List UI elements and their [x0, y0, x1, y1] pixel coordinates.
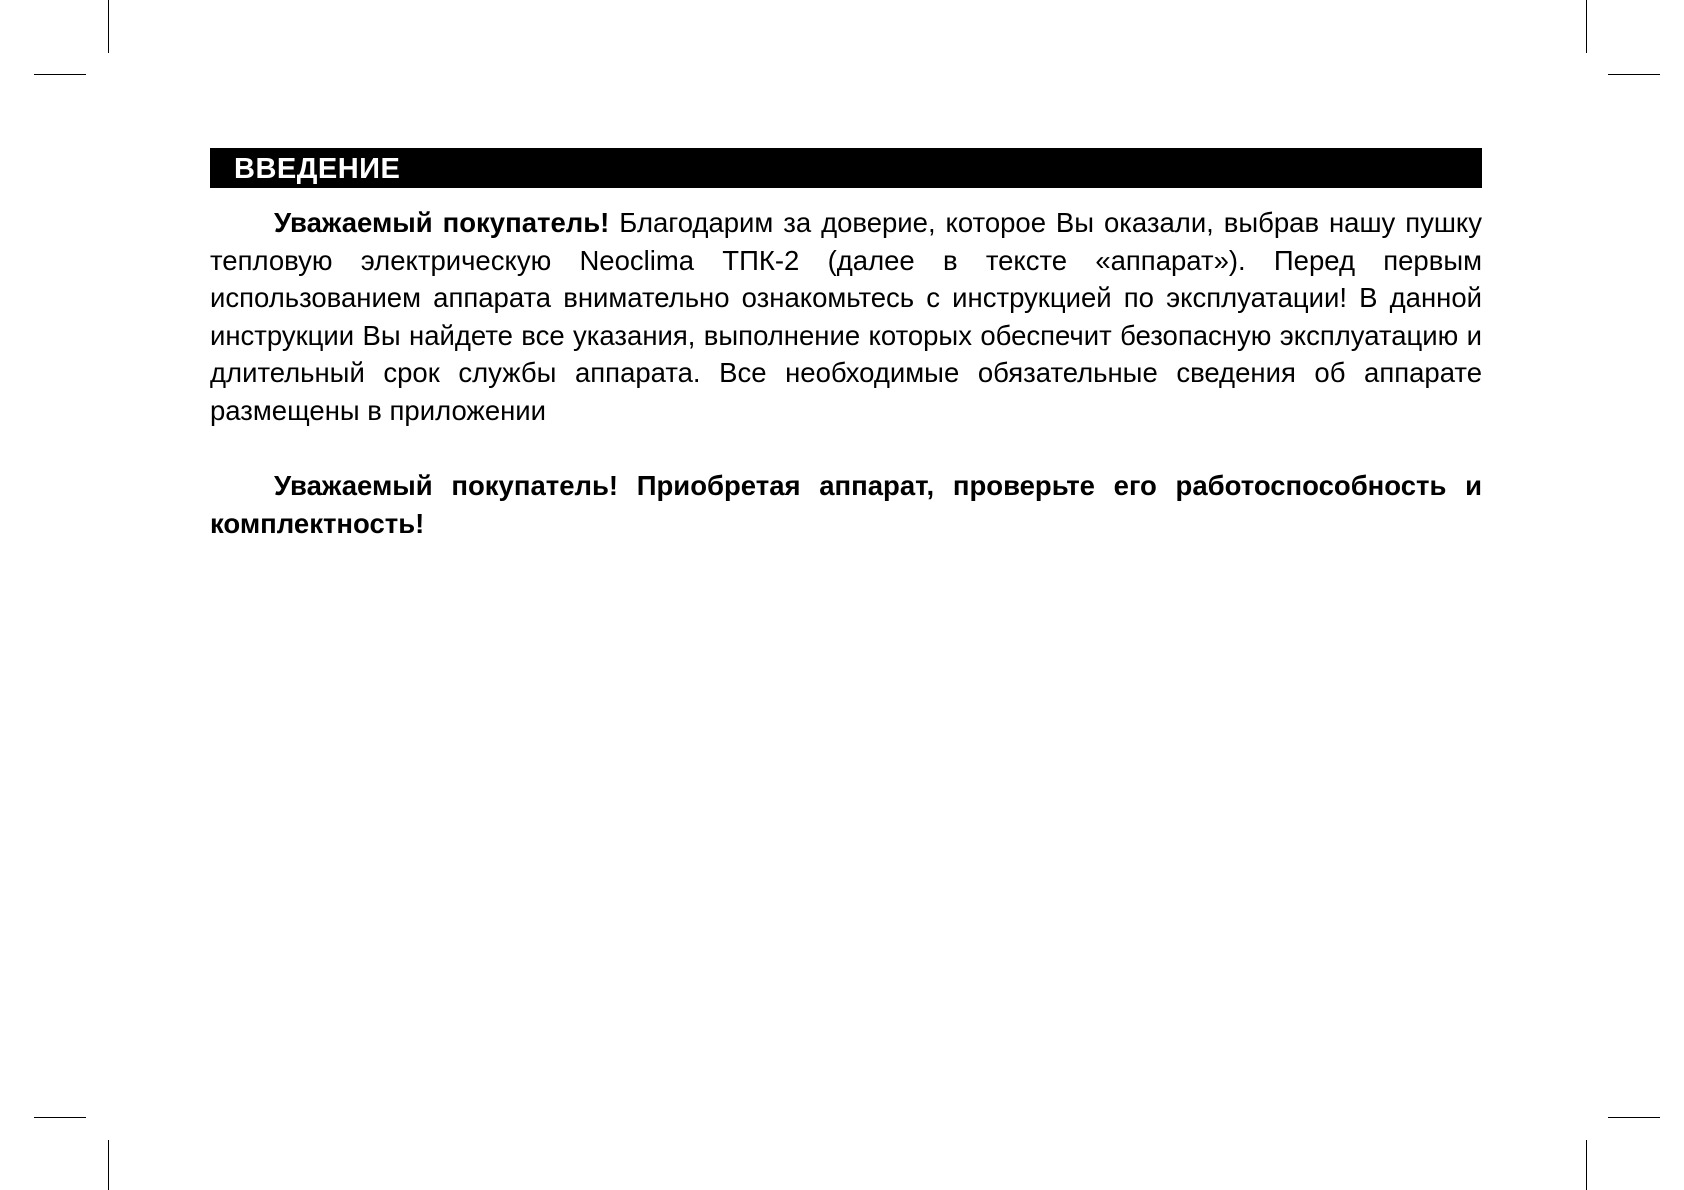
intro-lead: Уважаемый покупатель! [274, 207, 610, 238]
crop-mark-bottom-left-horizontal [34, 1117, 86, 1118]
crop-mark-top-right-vertical [1586, 0, 1587, 53]
crop-mark-bottom-left-vertical [108, 1140, 109, 1190]
section-title: ВВЕДЕНИЕ [234, 153, 401, 185]
document-content [210, 148, 1482, 542]
crop-mark-top-right-horizontal [1608, 74, 1660, 75]
notice-paragraph: Уважаемый покупатель! Приобретая аппарат, проверьте его работоспособность и комплектность! [210, 470, 1482, 539]
crop-mark-top-left-vertical [108, 0, 109, 53]
intro-paragraph [210, 204, 1482, 429]
crop-mark-bottom-right-horizontal [1608, 1117, 1660, 1118]
crop-mark-bottom-right-vertical [1586, 1140, 1587, 1190]
section-header [210, 148, 1482, 188]
intro-body: Благодарим за доверие, которое Вы оказали, выбрав нашу пушку тепловую электрическую Neoclima ТПК-2 (далее в тексте «аппарат»). Перед первым использованием аппарата внимательно ознакомьтесь с инструкцией по эксплуатации! В данной инструкции Вы найдете все указания, выполнение которых обеспечит безопасную эксплуатацию и длительный срок службы аппарата. Все необходимые обязательные сведения об аппарате размещены в приложении [210, 207, 1483, 426]
crop-mark-top-left-horizontal [34, 74, 86, 75]
